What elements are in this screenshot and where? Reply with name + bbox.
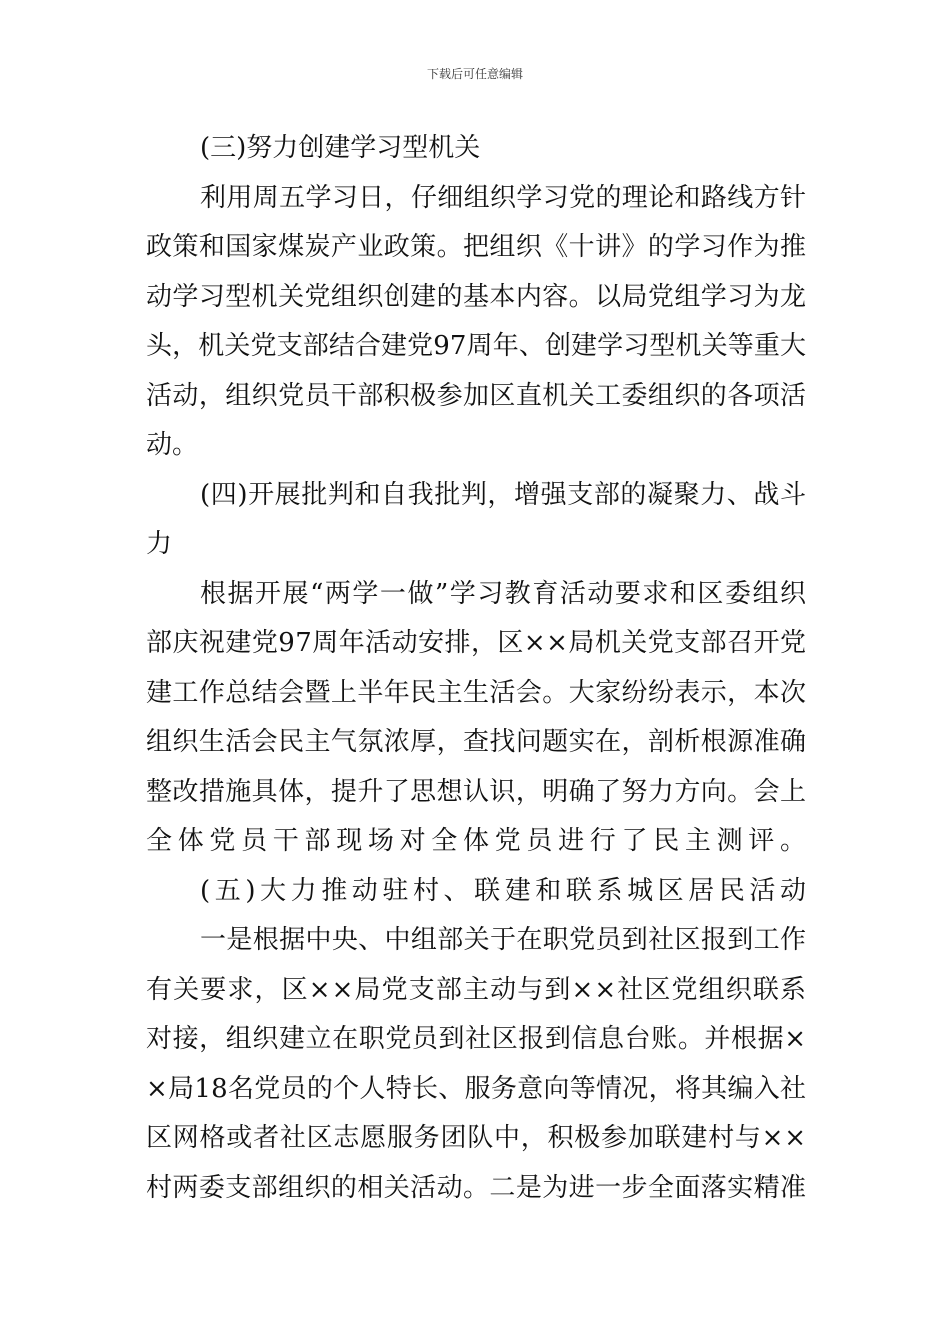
- body-text-line: 活动，组织党员干部积极参加区直机关工委组织的各项活: [146, 380, 807, 411]
- body-text-line: 有关要求，区××局党支部主动与到××社区党组织联系: [146, 974, 808, 1005]
- body-text-line: 力: [146, 529, 173, 559]
- body-text-line: 根据开展“两学一做”学习教育活动要求和区委组织: [200, 578, 808, 609]
- body-text-line: 组织生活会民主气氛浓厚，查找问题实在，剖析根源准确: [146, 727, 807, 757]
- body-text-line: 村两委支部组织的相关活动。二是为进一步全面落实精准: [146, 1172, 807, 1203]
- body-text-line: 利用周五学习日，仔细组织学习党的理论和路线方针: [200, 182, 807, 213]
- body-text-line: ×局18名党员的个人特长、服务意向等情况，将其编入社: [146, 1073, 807, 1104]
- body-text-line: 建工作总结会暨上半年民主生活会。大家纷纷表示，本次: [146, 677, 807, 708]
- section-heading: (三)努力创建学习型机关: [200, 133, 481, 163]
- body-text-line: 部庆祝建党97周年活动安排，区××局机关党支部召开党: [146, 628, 807, 658]
- body-text-line: 动学习型机关党组织创建的基本内容。以局党组学习为龙: [146, 281, 807, 312]
- body-text-line: 全体党员干部现场对全体党员进行了民主测评。: [146, 826, 812, 856]
- body-text-line: 对接，组织建立在职党员到社区报到信息台账。并根据×: [146, 1024, 807, 1054]
- body-text-line: 动。: [146, 430, 199, 460]
- body-text-line: 一是根据中央、中组部关于在职党员到社区报到工作: [200, 925, 807, 955]
- page-header-note: 下载后可任意编辑: [426, 67, 523, 81]
- section-heading: (四)开展批判和自我批判，增强支部的凝聚力、战斗: [200, 479, 807, 510]
- document-body: [146, 124, 812, 1213]
- body-text-line: 头，机关党支部结合建党97周年、创建学习型机关等重大: [146, 331, 807, 361]
- body-text-line: 整改措施具体，提升了思想认识，明确了努力方向。会上: [146, 776, 807, 807]
- section-heading: (五)大力推动驻村、联建和联系城区居民活动: [200, 875, 811, 906]
- body-text-line: 政策和国家煤炭产业政策。把组织《十讲》的学习作为推: [146, 232, 807, 262]
- body-text-line: 区网格或者社区志愿服务团队中，积极参加联建村与××: [146, 1123, 807, 1153]
